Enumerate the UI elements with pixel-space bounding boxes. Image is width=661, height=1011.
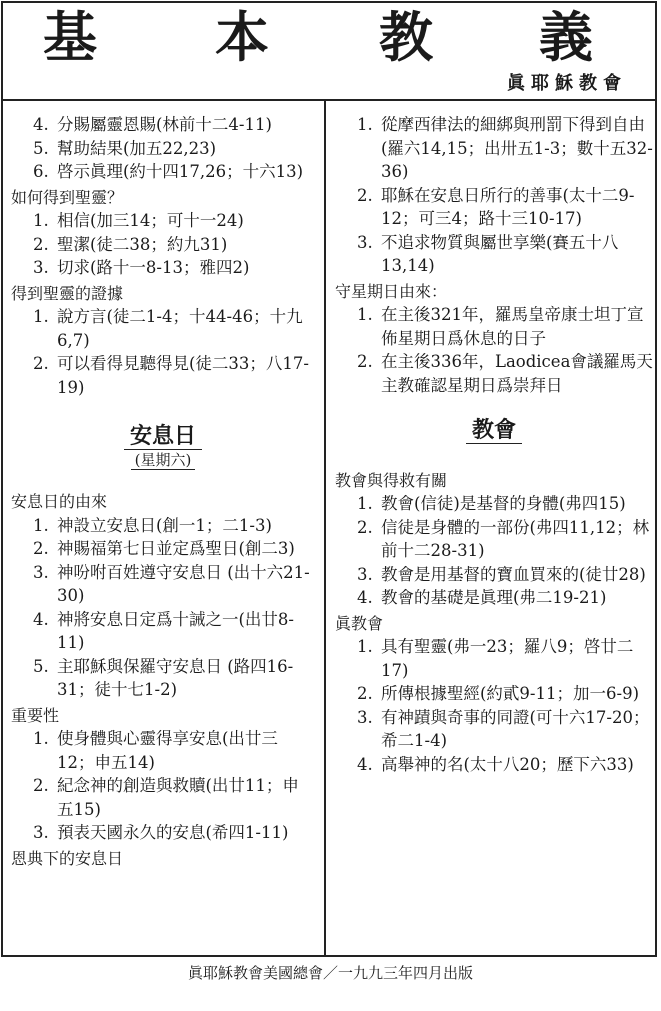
how-list bbox=[11, 209, 315, 280]
item-text: 神吩咐百姓遵守安息日 (出十六21-30) bbox=[57, 562, 310, 605]
church-title bbox=[335, 419, 653, 443]
item-number: 6. bbox=[33, 162, 49, 181]
list-item bbox=[33, 352, 315, 399]
item-text: 教會是用基督的寶血買來的(徒廿28) bbox=[381, 564, 646, 584]
list-item bbox=[33, 209, 315, 233]
list-item bbox=[33, 113, 315, 137]
list-item bbox=[357, 492, 653, 516]
sabbath-title bbox=[11, 425, 315, 449]
list-item bbox=[33, 233, 315, 257]
item-number: 2. bbox=[357, 352, 373, 371]
item-number: 4. bbox=[357, 754, 373, 774]
item-text: 不追求物質與屬世享樂(賽五十八13,14) bbox=[381, 232, 619, 275]
item-text: 預表天國永久的安息(希四1-11) bbox=[57, 823, 289, 842]
item-text: 在主後336年，Laodicea會議羅馬天主教確認星期日爲崇拜日 bbox=[381, 352, 653, 395]
item-number: 2. bbox=[357, 517, 373, 537]
item-text: 聖潔(徒二38；約九31) bbox=[57, 234, 228, 254]
item-number: 2. bbox=[33, 354, 49, 373]
item-text: 神將安息日定爲十誡之一(出廿8-11) bbox=[57, 609, 295, 652]
salvation-heading: 教會與得救有關 bbox=[335, 470, 448, 490]
item-text: 神設立安息日(創一1；二1-3) bbox=[57, 515, 272, 535]
item-number: 2. bbox=[357, 684, 373, 703]
true-church-list bbox=[335, 635, 653, 776]
list-item bbox=[33, 256, 315, 280]
item-number: 1. bbox=[357, 637, 373, 656]
list-item bbox=[33, 727, 315, 774]
item-number: 2. bbox=[33, 776, 49, 795]
item-number: 3. bbox=[357, 232, 373, 252]
item-text: 耶穌在安息日所行的善事(太十二9-12；可三4；路十三10-17) bbox=[381, 185, 635, 228]
item-number: 3. bbox=[33, 823, 49, 842]
item-number: 1. bbox=[33, 729, 49, 748]
item-number: 5. bbox=[33, 656, 49, 676]
title-char-3: 教 bbox=[379, 5, 433, 69]
sabbath-subtitle bbox=[11, 449, 315, 473]
item-number: 3. bbox=[357, 707, 373, 727]
list-item bbox=[33, 137, 315, 161]
importance-list bbox=[11, 727, 315, 845]
item-number: 2. bbox=[357, 185, 373, 205]
item-text: 啓示眞理(約十四17,26；十六13) bbox=[57, 162, 304, 181]
item-number: 1. bbox=[33, 211, 49, 230]
item-text: 神賜福第七日並定爲聖日(創二3) bbox=[57, 539, 295, 558]
list-item bbox=[33, 774, 315, 821]
item-text: 主耶穌與保羅守安息日 (路四16-31；徒十七1-2) bbox=[57, 656, 294, 699]
church-title-text: 教會 bbox=[466, 417, 522, 444]
list-item bbox=[33, 821, 315, 845]
list-item bbox=[357, 753, 653, 777]
item-number: 5. bbox=[33, 138, 49, 158]
list-item bbox=[357, 635, 653, 682]
church-name: 眞耶穌教會 bbox=[507, 73, 627, 94]
item-text: 紀念神的創造與救贖(出廿11；申五15) bbox=[57, 776, 299, 819]
title-char-2: 本 bbox=[215, 5, 269, 69]
list-item bbox=[33, 655, 315, 702]
list-item bbox=[33, 160, 315, 184]
item-number: 3. bbox=[357, 564, 373, 584]
item-text: 使身體與心靈得享安息(出廿三12；申五14) bbox=[57, 729, 278, 772]
title-char-1: 基 bbox=[43, 5, 97, 69]
item-text: 所傳根據聖經(約貳9-11；加一6-9) bbox=[381, 684, 640, 703]
list-item bbox=[357, 682, 653, 706]
left-column bbox=[11, 113, 315, 870]
item-text: 有神蹟與奇事的同證(可十六17-20；希二1-4) bbox=[381, 707, 650, 750]
item-text: 相信(加三14；可十一24) bbox=[57, 211, 244, 230]
item-text: 具有聖靈(弗一23；羅八9；啓廿二17) bbox=[381, 637, 634, 680]
item-number: 3. bbox=[33, 562, 49, 582]
list-item bbox=[357, 706, 653, 753]
grace-list bbox=[335, 113, 653, 278]
item-number: 1. bbox=[33, 515, 49, 535]
how-heading: 如何得到聖靈？ bbox=[11, 187, 124, 207]
item-text: 幫助結果(加五22,23) bbox=[57, 138, 217, 158]
grace-heading: 恩典下的安息日 bbox=[11, 848, 124, 868]
list-item bbox=[33, 537, 315, 561]
spirit-work-list bbox=[11, 113, 315, 184]
item-text: 可以看得見聽得見(徒二33；八17-19) bbox=[57, 354, 310, 397]
item-number: 1. bbox=[357, 115, 373, 134]
item-number: 4. bbox=[33, 115, 49, 134]
origin-list bbox=[11, 514, 315, 702]
item-number: 1. bbox=[357, 494, 373, 513]
sunday-list bbox=[335, 303, 653, 397]
sabbath-title-text: 安息日 bbox=[124, 423, 202, 450]
list-item bbox=[33, 305, 315, 352]
list-item bbox=[357, 350, 653, 397]
item-text: 教會的基礎是眞理(弗二19-21) bbox=[381, 588, 607, 607]
evidence-heading: 得到聖靈的證據 bbox=[11, 283, 124, 303]
item-text: 說方言(徒二1-4；十44-46；十九6,7) bbox=[57, 307, 303, 350]
document-frame bbox=[1, 1, 657, 957]
sunday-heading: 守星期日由來： bbox=[335, 281, 448, 301]
list-item bbox=[357, 113, 653, 184]
title-char-4: 義 bbox=[539, 5, 593, 69]
item-text: 切求(路十一8-13；雅四2) bbox=[57, 258, 250, 277]
item-number: 1. bbox=[33, 307, 49, 326]
item-text: 從摩西律法的細綁與刑罰下得到自由(羅六14,15；出卅五1-3；數十五32-36) bbox=[381, 115, 653, 181]
item-text: 在主後321年，羅馬皇帝康士坦丁宣佈星期日爲休息的日子 bbox=[381, 305, 644, 348]
list-item bbox=[357, 231, 653, 278]
list-item bbox=[357, 184, 653, 231]
list-item bbox=[33, 561, 315, 608]
header-divider bbox=[3, 99, 655, 101]
item-number: 4. bbox=[33, 609, 49, 629]
publication-footer: 眞耶穌教會美國總會／一九九三年四月出版 bbox=[187, 964, 473, 982]
list-item bbox=[357, 303, 653, 350]
origin-heading: 安息日的由來 bbox=[11, 492, 108, 511]
item-number: 3. bbox=[33, 258, 49, 277]
item-number: 2. bbox=[33, 234, 49, 254]
list-item bbox=[33, 514, 315, 538]
right-column bbox=[335, 113, 653, 776]
column-divider bbox=[324, 99, 326, 955]
list-item bbox=[357, 563, 653, 587]
page-title bbox=[3, 3, 655, 71]
salvation-list bbox=[335, 492, 653, 610]
item-number: 4. bbox=[357, 588, 373, 607]
item-text: 信徒是身體的一部份(弗四11,12；林前十二28-31) bbox=[381, 517, 650, 560]
list-item bbox=[33, 608, 315, 655]
importance-heading: 重要性 bbox=[11, 705, 60, 725]
item-text: 高舉神的名(太十八20；歷下六33) bbox=[381, 754, 634, 774]
item-text: 教會(信徒)是基督的身體(弗四15) bbox=[381, 494, 626, 513]
evidence-list bbox=[11, 305, 315, 399]
item-number: 1. bbox=[357, 305, 373, 324]
list-item bbox=[357, 516, 653, 563]
item-number: 2. bbox=[33, 539, 49, 558]
list-item bbox=[357, 586, 653, 610]
sabbath-subtitle-text: (星期六) bbox=[131, 451, 196, 470]
item-text: 分賜屬靈恩賜(林前十二4-11) bbox=[57, 115, 272, 134]
true-church-heading: 眞教會 bbox=[335, 613, 384, 633]
